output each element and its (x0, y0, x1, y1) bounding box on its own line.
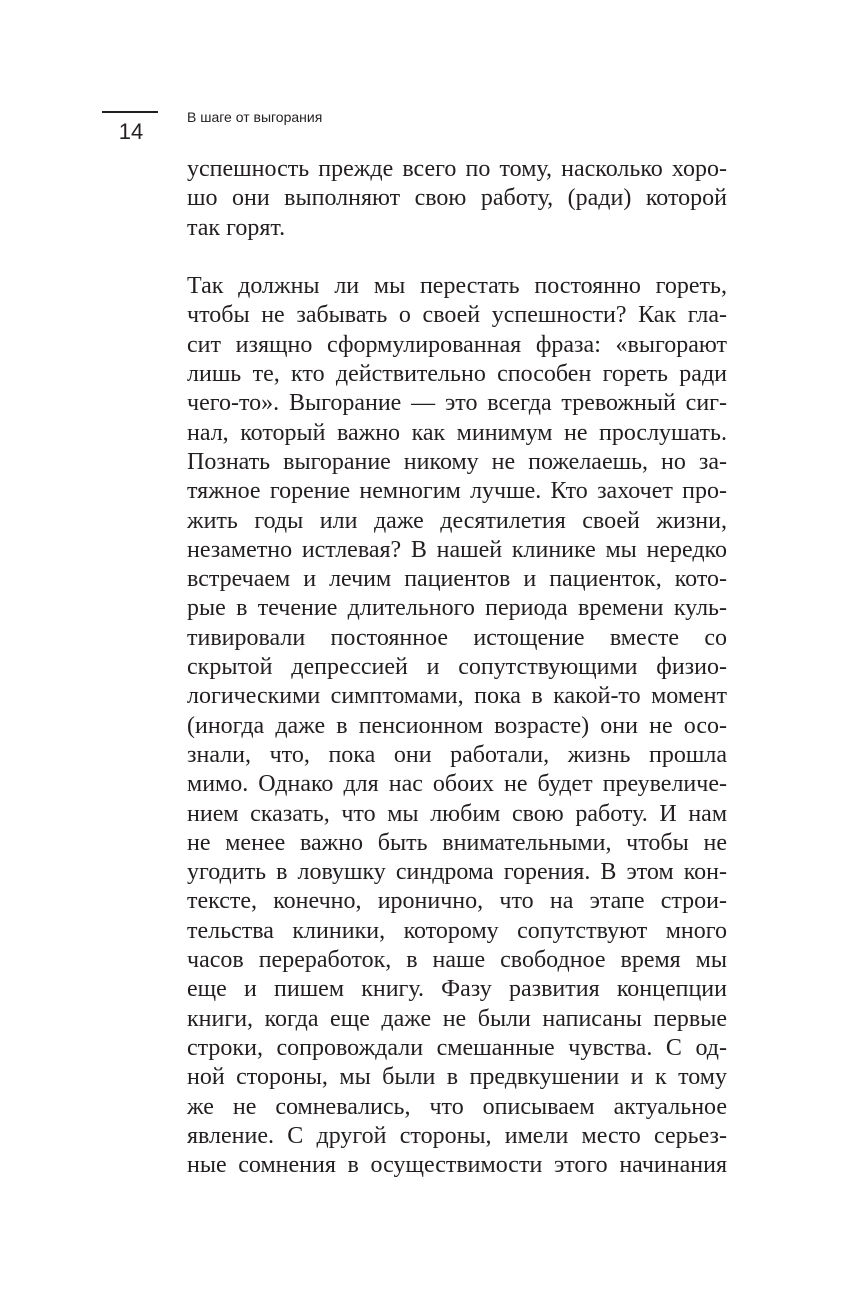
text-line: так горят. (187, 214, 286, 241)
paragraph (187, 155, 727, 243)
running-head: В шаге от выгорания (187, 109, 323, 125)
text-line: ной стороны, мы были в предвкушении и к тому (187, 1064, 727, 1091)
header-rule (102, 111, 158, 113)
text-line: знали, что, пока они работали, жизнь прошла (187, 741, 727, 768)
text-line: логическими симптомами, пока в какой-то момент (187, 683, 727, 710)
page-number: 14 (118, 119, 144, 144)
text-line: тивировали постоянное истощение вместе со (187, 624, 727, 651)
text-line: не менее важно быть внимательными, чтобы не (187, 829, 727, 856)
text-line: же не сомневались, что описываем актуальное (187, 1093, 727, 1120)
text-line: явление. С другой стороны, имели место серьез- (187, 1122, 727, 1149)
text-line: еще и пишем книгу. Фазу развития концепции (187, 976, 727, 1003)
text-line: Познать выгорание никому не пожелаешь, но за- (187, 448, 727, 475)
text-line: лишь те, кто действительно способен гореть ради (187, 361, 727, 388)
text-line: часов переработок, в наше свободное время мы (187, 947, 727, 974)
text-line: успешность прежде всего по тому, насколько хоро- (187, 156, 727, 182)
text-line: книги, когда еще даже не были написаны первые (187, 1005, 727, 1032)
text-line: строки, сопровождали смешанные чувства. С од- (187, 1034, 727, 1061)
text-line: ные сомнения в осуществимости этого начинания (187, 1152, 727, 1179)
text-line: мимо. Однако для нас обоих не будет преувеличе- (187, 771, 727, 798)
body-text (187, 155, 727, 1180)
paragraph (187, 272, 727, 1180)
text-line: встречаем и лечим пациентов и пациенток, кото- (187, 566, 727, 593)
text-line: тяжное горение немногим лучше. Кто захочет про- (187, 478, 727, 505)
text-line: нал, который важно как минимум не прослушать. (187, 419, 727, 446)
text-line: тельства клиники, которому сопутствуют много (187, 917, 727, 944)
text-line: угодить в ловушку синдрома горения. В этом кон- (187, 859, 727, 886)
text-line: Так должны ли мы перестать постоянно гореть, (187, 273, 727, 300)
text-line: рые в течение длительного периода времени куль- (187, 595, 727, 622)
text-line: (иногда даже в пенсионном возрасте) они не осо- (187, 712, 727, 739)
text-line: сит изящно сформулированная фраза: «выгорают (187, 331, 727, 358)
text-line: шо они выполняют свою работу, (ради) которой (187, 185, 727, 212)
text-line: тексте, конечно, иронично, что на этапе строи- (187, 888, 727, 915)
paragraph-gap (187, 243, 727, 272)
text-line: нием сказать, что мы любим свою работу. И нам (187, 800, 727, 827)
text-line: чтобы не забывать о своей успешности? Как гла- (187, 302, 727, 329)
text-line: скрытой депрессией и сопутствующими физио- (187, 654, 727, 681)
text-line: жить годы или даже десятилетия своей жизни, (187, 507, 727, 534)
text-line: незаметно истлевая? В нашей клинике мы нередко (187, 536, 727, 563)
text-line: чего-то». Выгорание — это всегда тревожный сиг- (187, 390, 727, 417)
